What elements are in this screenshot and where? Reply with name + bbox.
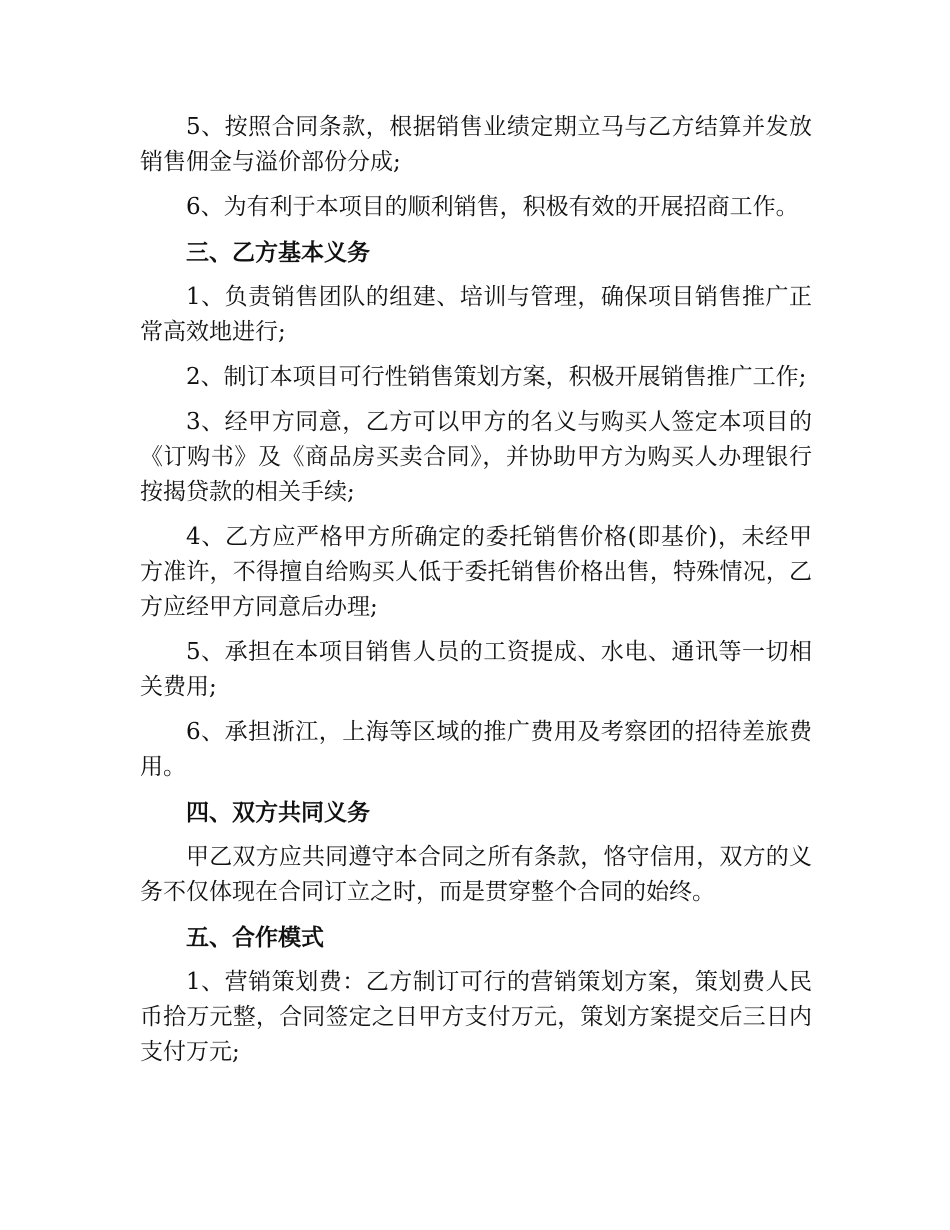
- paragraph-party-b-6: 6、承担浙江，上海等区域的推广费用及考察团的招待差旅费用。: [140, 719, 812, 780]
- paragraph-party-b-1: 1、负责销售团队的组建、培训与管理，确保项目销售推广正常高效地进行;: [140, 284, 812, 345]
- paragraph-party-b-5: 5、承担在本项目销售人员的工资提成、水电、通讯等一切相关费用;: [140, 639, 812, 700]
- paragraph-obligation-5: 5、按照合同条款，根据销售业绩定期立马与乙方结算并发放销售佣金与溢价部份分成;: [140, 114, 812, 175]
- paragraph-party-b-4: 4、乙方应严格甲方所确定的委托销售价格(即基价)，未经甲方准许，不得擅自给购买人低于委托销售价格出售，特殊情况，乙方应经甲方同意后办理;: [140, 524, 812, 620]
- section-heading-party-b-obligations: 三、乙方基本义务: [186, 239, 370, 266]
- paragraph-party-b-2: 2、制订本项目可行性销售策划方案，积极开展销售推广工作;: [186, 364, 807, 390]
- paragraph-cooperation-1: 1、营销策划费：乙方制订可行的营销策划方案，策划费人民币拾万元整，合同签定之日甲方支付万元，策划方案提交后三日内支付万元;: [140, 969, 812, 1065]
- paragraph-joint-obligations: 甲乙双方应共同遵守本合同之所有条款，恪守信用，双方的义务不仅体现在合同订立之时，而是贯穿整个合同的始终。: [140, 844, 812, 905]
- document-page: [140, 110, 812, 1080]
- paragraph-party-b-3: 3、经甲方同意，乙方可以甲方的名义与购买人签定本项目的《订购书》及《商品房买卖合同》，并协助甲方为购买人办理银行按揭贷款的相关手续;: [140, 409, 812, 505]
- paragraph-obligation-6: 6、为有利于本项目的顺利销售，积极有效的开展招商工作。: [186, 194, 799, 220]
- section-heading-joint-obligations: 四、双方共同义务: [186, 799, 370, 826]
- section-heading-cooperation-mode: 五、合作模式: [186, 924, 324, 951]
